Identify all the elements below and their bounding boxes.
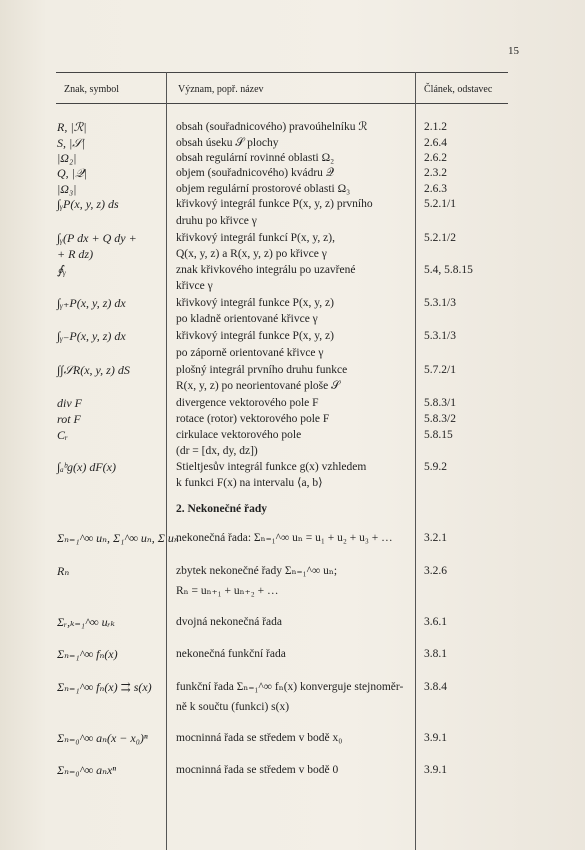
article-cell: 3.8.4 <box>424 681 447 693</box>
symbol-cell: Cᵣ <box>57 428 68 442</box>
header-rule <box>56 103 508 104</box>
symbol-cell: |Ω₂| <box>57 151 77 165</box>
symbol-cell: ∫ᵧ(P dx + Q dy + <box>57 231 137 245</box>
symbol-cell: div F <box>57 396 82 410</box>
meaning-cell: (dr = [dx, dy, dz]) <box>176 445 258 457</box>
meaning-cell: křivkový integrál funkcí P(x, y, z), <box>176 232 335 244</box>
symbol-cell: S, |𝒮| <box>57 136 85 150</box>
section-title: 2. Nekonečné řady <box>176 503 268 515</box>
meaning-cell: k funkci F(x) na intervalu ⟨a, b⟩ <box>176 477 323 489</box>
symbol-cell: |Ω₃| <box>57 182 77 196</box>
symbol-cell: Q, |𝒬| <box>57 166 87 180</box>
page-number: 15 <box>508 45 519 57</box>
meaning-cell: Q(x, y, z) a R(x, y, z) po křivce γ <box>176 248 327 260</box>
meaning-cell: křivkový integrál funkce P(x, y, z) <box>176 330 334 342</box>
meaning-cell: cirkulace vektorového pole <box>176 429 302 441</box>
meaning-cell: nekonečná funkční řada <box>176 648 286 660</box>
meaning-cell: ně k součtu (funkci) s(x) <box>176 701 290 713</box>
column-divider-1 <box>166 72 167 850</box>
article-cell: 5.9.2 <box>424 461 447 473</box>
meaning-cell: zbytek nekonečné řady Σₙ₌₁^∞ uₙ; <box>176 565 338 577</box>
article-cell: 3.8.1 <box>424 648 447 660</box>
meaning-cell: mocninná řada se středem v bodě 0 <box>176 764 339 776</box>
article-cell: 2.1.2 <box>424 121 447 133</box>
meaning-cell: Stieltjesův integrál funkce g(x) vzhledem <box>176 461 367 473</box>
article-cell: 3.9.1 <box>424 764 447 776</box>
meaning-cell: obsah regulární rovinné oblasti Ω₂ <box>176 152 335 164</box>
meaning-cell: plošný integrál prvního druhu funkce <box>176 364 348 376</box>
meaning-cell: obsah úseku 𝒮 plochy <box>176 137 279 149</box>
article-cell: 5.8.15 <box>424 429 453 441</box>
symbol-cell: ∫∫𝒮R(x, y, z) dS <box>57 363 130 377</box>
meaning-cell: funkční řada Σₙ₌₁^∞ fₙ(x) konverguje stejnoměr- <box>176 681 404 693</box>
meaning-cell: Rₙ = uₙ₊₁ + uₙ₊₂ + … <box>176 585 279 597</box>
symbol-cell: ∮ᵧ <box>57 263 67 277</box>
meaning-cell: nekonečná řada: Σₙ₌₁^∞ uₙ = u₁ + u₂ + u₃ + … <box>176 532 393 544</box>
header-symbol: Znak, symbol <box>64 84 119 95</box>
article-cell: 5.3.1/3 <box>424 330 456 342</box>
meaning-cell: dvojná nekonečná řada <box>176 616 283 628</box>
meaning-cell: rotace (rotor) vektorového pole F <box>176 413 330 425</box>
article-cell: 3.2.6 <box>424 565 447 577</box>
symbol-cell: Σᵣ,ₖ₌₁^∞ uᵣₖ <box>57 615 115 629</box>
top-rule <box>56 72 508 73</box>
meaning-cell: křivkový integrál funkce P(x, y, z) prvního <box>176 198 373 210</box>
meaning-cell: druhu po křivce γ <box>176 215 257 227</box>
meaning-cell: divergence vektorového pole F <box>176 397 319 409</box>
meaning-cell: znak křivkového integrálu po uzavřené <box>176 264 356 276</box>
symbol-cell: Σₙ₌₀^∞ aₙ(x − x₀)ⁿ <box>57 731 148 745</box>
header-article: Článek, odstavec <box>424 84 493 95</box>
article-cell: 2.6.2 <box>424 152 447 164</box>
meaning-cell: křivkový integrál funkce P(x, y, z) <box>176 297 334 309</box>
article-cell: 5.7.2/1 <box>424 364 456 376</box>
symbol-cell: Rₙ <box>57 564 70 578</box>
symbol-cell: ∫ᵧ₋P(x, y, z) dx <box>57 329 126 343</box>
article-cell: 5.2.1/2 <box>424 232 456 244</box>
meaning-cell: mocninná řada se středem v bodě x₀ <box>176 732 343 744</box>
meaning-cell: objem (souřadnicového) kvádru 𝒬 <box>176 167 335 179</box>
symbol-cell: ∫ₐᵇg(x) dF(x) <box>57 460 116 474</box>
article-cell: 5.2.1/1 <box>424 198 456 210</box>
article-cell: 5.4, 5.8.15 <box>424 264 473 276</box>
meaning-cell: po záporně orientované křivce γ <box>176 347 324 359</box>
article-cell: 3.9.1 <box>424 732 447 744</box>
article-cell: 5.8.3/2 <box>424 413 456 425</box>
article-cell: 3.2.1 <box>424 532 447 544</box>
symbol-cell: ∫ᵧP(x, y, z) ds <box>57 197 119 211</box>
symbol-cell: rot F <box>57 412 81 426</box>
article-cell: 5.3.1/3 <box>424 297 456 309</box>
article-cell: 5.8.3/1 <box>424 397 456 409</box>
meaning-cell: R(x, y, z) po neorientované ploše 𝒮 <box>176 380 340 392</box>
article-cell: 2.3.2 <box>424 167 447 179</box>
meaning-cell: křivce γ <box>176 280 213 292</box>
symbol-cell: Σₙ₌₁^∞ uₙ, Σ₁^∞ uₙ, Σ uₙ <box>57 531 179 545</box>
symbol-cell: Σₙ₌₁^∞ fₙ(x) <box>57 647 118 661</box>
article-cell: 2.6.4 <box>424 137 447 149</box>
symbol-cell: ∫ᵧ₊P(x, y, z) dx <box>57 296 126 310</box>
article-cell: 2.6.3 <box>424 183 447 195</box>
article-cell: 3.6.1 <box>424 616 447 628</box>
header-meaning: Význam, popř. název <box>178 84 264 95</box>
meaning-cell: objem regulární prostorové oblasti Ω₃ <box>176 183 351 195</box>
column-divider-2 <box>415 72 416 850</box>
meaning-cell: obsah (souřadnicového) pravoúhelníku ℛ <box>176 121 368 133</box>
meaning-cell: po kladně orientované křivce γ <box>176 313 318 325</box>
symbol-cell: Σₙ₌₀^∞ aₙxⁿ <box>57 763 117 777</box>
symbol-cell: Σₙ₌₁^∞ fₙ(x) ⇉ s(x) <box>57 680 152 694</box>
symbol-cell: + R dz) <box>57 247 94 261</box>
symbol-cell: R, |ℛ| <box>57 120 87 134</box>
